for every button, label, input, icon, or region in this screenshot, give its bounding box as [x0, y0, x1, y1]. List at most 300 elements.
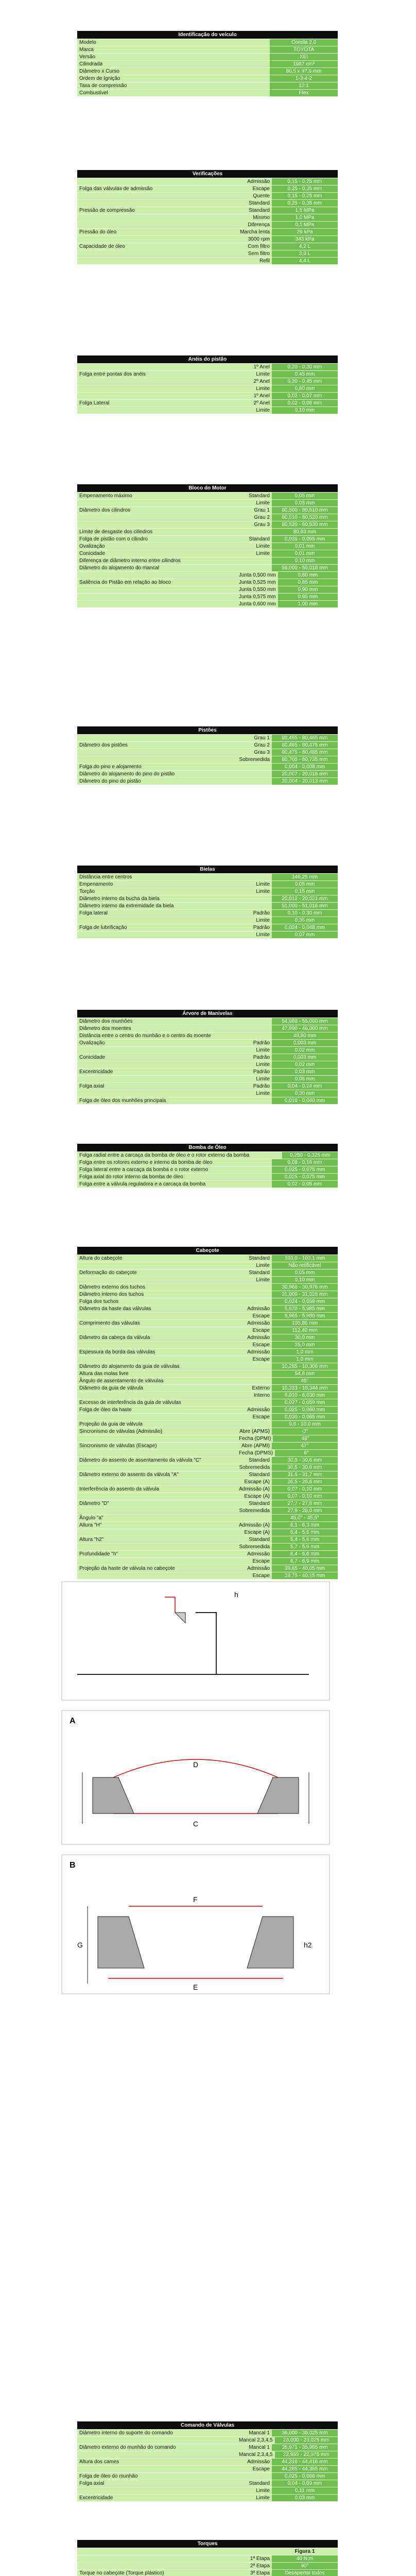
row-value: 0,024 - 0,059 mm — [272, 1298, 338, 1305]
row-label: Comprimento das válvulas — [77, 1320, 239, 1327]
table-row — [77, 1276, 338, 1283]
section-title: Anéis do pistão — [77, 355, 338, 363]
table-row — [77, 1399, 338, 1406]
row-value: 146,25 mm — [272, 874, 338, 880]
row-value: 0,024 - 0,048 mm — [272, 924, 338, 931]
row-value: 0,07 - 0,10 mm — [272, 1486, 338, 1493]
row-sublabel: Grau 1 — [239, 735, 272, 741]
table-row — [77, 579, 338, 586]
row-label — [77, 2555, 239, 2562]
diagram-b — [62, 1855, 330, 1994]
row-value: 5,970 - 5,985 mm — [272, 1306, 338, 1312]
row-value: -3° — [272, 1428, 338, 1435]
row-value: 0,025 - 0,066 mm — [272, 2473, 338, 2480]
row-sublabel: Junta 0,550 mm — [239, 586, 278, 593]
row-label: Projeção da guia de válvula — [77, 1421, 239, 1428]
row-label: Folga entre pontas dos anéis — [77, 371, 239, 378]
row-value: 5,4 - 5,6 mm — [272, 1536, 338, 1543]
figure-label-row — [77, 2548, 338, 2555]
row-sublabel: 3000 rpm — [239, 236, 272, 243]
row-value: 35,971 - 35,985 mm — [272, 2444, 338, 2451]
row-label: Folga radial entre a carcaça da bomba de óleo e o rotor externo da bomba — [77, 1152, 249, 1159]
row-value: 20,007 - 20,016 mm — [272, 771, 338, 777]
row-value: 20,012 - 20,021 mm — [272, 895, 338, 902]
row-label: Saliência do Pistão em relação ao bloco — [77, 579, 239, 586]
table-row — [77, 1478, 338, 1485]
rows — [77, 1151, 338, 1188]
label-a: A — [70, 1717, 76, 1725]
row-value: 47,990 - 48,000 mm — [272, 1025, 338, 1032]
row-value: 0,45 mm — [272, 371, 338, 378]
row-value: 6,010 - 6,030 mm — [272, 1392, 338, 1399]
row-sublabel — [239, 1399, 272, 1406]
row-sublabel: Standard — [239, 1536, 272, 1543]
table-row — [77, 75, 338, 82]
row-value: 9,6 - 10,0 mm — [272, 1421, 338, 1428]
row-label — [77, 378, 239, 385]
row-sublabel: Grau 3 — [239, 521, 272, 528]
row-sublabel — [239, 895, 272, 902]
row-label — [77, 735, 239, 741]
row-label: Torque no cabeçote (Torque plástico) — [77, 2570, 239, 2576]
row-label: Folga lateral entre a carcaça da bomba e o rotor externo — [77, 1166, 239, 1173]
row-label: Altura "H" — [77, 1522, 239, 1529]
table-row — [77, 2569, 338, 2576]
row-sublabel: Admissão (A) — [239, 1486, 272, 1493]
table-row — [77, 1521, 338, 1529]
table-row — [77, 1565, 338, 1572]
table-row — [77, 763, 338, 770]
row-label: Diâmetro da haste das válvulas — [77, 1306, 239, 1312]
table-row — [77, 1550, 338, 1557]
row-label: Diâmetro interno da extremidade da biela — [77, 903, 239, 909]
row-sublabel — [239, 1159, 272, 1166]
row-label: Limite de desgaste dos cilindros — [77, 529, 239, 535]
row-label — [77, 521, 239, 528]
table-row — [77, 1334, 338, 1341]
row-label: Empenamento — [77, 881, 239, 888]
row-value: 0,04 - 0,09 mm — [272, 2480, 338, 2487]
row-value: 80,465 - 80,475 mm — [272, 742, 338, 749]
table-row — [77, 909, 338, 917]
table-row — [77, 2451, 338, 2458]
table-row — [77, 557, 338, 564]
table-row — [77, 902, 338, 909]
row-label: Ângulo de assentamento de válvulas — [77, 1378, 239, 1384]
row-value: 36,000 - 36,025 mm — [272, 2430, 338, 2436]
row-label — [77, 1507, 239, 1514]
row-sublabel: Escape (A) — [239, 1479, 272, 1485]
table-row — [77, 1442, 338, 1449]
row-sublabel: Padrão — [239, 1083, 272, 1090]
table-row — [77, 571, 338, 579]
row-sublabel: 1º Anel — [239, 393, 272, 399]
row-label: Sincronismo de válvulas (Escape) — [77, 1443, 239, 1449]
table-row — [77, 492, 338, 499]
row-value: 4,2 L — [272, 243, 338, 250]
rows — [77, 2429, 338, 2501]
row-label — [77, 2487, 239, 2494]
row-label — [77, 749, 239, 756]
table-row — [77, 749, 338, 756]
row-value: 0,15 - 0,25 mm — [272, 193, 338, 199]
table-row — [77, 207, 338, 214]
row-label: Diâmetro da guia de válvula — [77, 1385, 239, 1392]
table-row — [77, 2429, 338, 2436]
section-pistons — [77, 726, 338, 785]
rows — [77, 178, 338, 264]
table-row — [77, 543, 338, 550]
table-row — [77, 1557, 338, 1565]
row-sublabel: Limite — [239, 371, 272, 378]
table-row — [77, 1529, 338, 1536]
row-value: 0,25 - 0,35 mm — [272, 200, 338, 207]
row-sublabel: 2º Anel — [239, 378, 272, 385]
row-sublabel: Limite — [239, 888, 272, 895]
row-value: 1,0 mm — [272, 1356, 338, 1363]
table-row — [77, 2555, 338, 2562]
row-sublabel: Standard — [239, 207, 272, 214]
row-label: Folga entre os rotores externo e interno da bomba de óleo — [77, 1159, 239, 1166]
row-sublabel: Padrão — [239, 1040, 272, 1046]
row-sublabel: Standard — [239, 1269, 272, 1276]
row-label: Folga de lubrificação — [77, 924, 239, 931]
table-row — [77, 873, 338, 880]
row-label — [77, 917, 239, 924]
row-sublabel: 3ª Etapa — [239, 2570, 272, 2576]
row-label — [77, 1493, 239, 1500]
row-sublabel: Com filtro — [239, 243, 272, 250]
row-label — [77, 1544, 239, 1550]
table-row — [77, 741, 338, 749]
row-label — [77, 250, 239, 257]
table-row — [77, 2494, 338, 2501]
row-sublabel — [239, 1097, 272, 1104]
valve-seat-diagrams — [62, 1582, 330, 2004]
row-value: 1,0 MPa — [272, 214, 338, 221]
table-row — [77, 586, 338, 593]
row-value: 0,30 mm — [272, 1090, 338, 1097]
row-value: 5,4 - 5,6 mm — [272, 1529, 338, 1536]
table-row — [77, 1025, 338, 1032]
row-label: Excentricidade — [77, 1069, 239, 1075]
row-sublabel: Standard — [239, 1255, 272, 1262]
row-sublabel: Mancal 2,3,4,5 — [239, 2437, 275, 2444]
section-verifications — [77, 170, 338, 264]
row-sublabel: Escape — [239, 1572, 272, 1579]
table-row — [77, 1319, 338, 1327]
row-label — [77, 193, 239, 199]
section-block — [77, 484, 338, 607]
section-rods — [77, 866, 338, 938]
table-row — [77, 214, 338, 221]
table-row — [77, 2562, 338, 2569]
table-row — [77, 1370, 338, 1377]
table-row — [77, 1456, 338, 1464]
row-sublabel: Escape — [239, 1558, 272, 1565]
section-oil-pump — [77, 1144, 338, 1188]
row-sublabel — [239, 1018, 272, 1025]
row-value: 47° — [272, 1443, 338, 1449]
row-sublabel: Abre (APMS) — [239, 1428, 272, 1435]
row-label — [77, 601, 239, 607]
row-sublabel — [239, 1291, 272, 1298]
row-value: 4,4 L — [272, 258, 338, 264]
table-row — [77, 1054, 338, 1061]
table-row — [77, 564, 338, 571]
table-row — [77, 2487, 338, 2494]
row-label — [77, 200, 239, 207]
section-title: Verificações — [77, 170, 338, 178]
section-vehicle — [77, 31, 338, 96]
row-value: 45° — [272, 1378, 338, 1384]
row-value: 45,0° - 45,5° — [272, 1515, 338, 1521]
section-torques — [77, 2540, 338, 2576]
row-value: 112,40 mm — [272, 1327, 338, 1334]
table-row — [77, 1075, 338, 1082]
diagram-a — [62, 1710, 330, 1844]
table-row — [77, 593, 338, 600]
row-sublabel: Admissão — [239, 1334, 272, 1341]
row-value: 80,510 - 80,520 mm — [272, 514, 338, 521]
table-row — [77, 46, 338, 53]
row-label: Modelo — [77, 39, 270, 46]
row-value: Corolla 2.0 — [270, 39, 338, 46]
row-label: Excentricidade — [77, 2495, 239, 2501]
table-row — [77, 1291, 338, 1298]
table-row — [77, 1082, 338, 1090]
row-sublabel: Standard — [239, 493, 272, 499]
row-sublabel: Grau 2 — [239, 742, 272, 749]
table-row — [77, 192, 338, 199]
row-value: 27,7 - 27,8 mm — [272, 1500, 338, 1507]
table-row — [77, 1262, 338, 1269]
table-row — [77, 888, 338, 895]
row-sublabel: Limite — [239, 550, 272, 557]
row-value: 0,02 - 0,07 mm — [272, 393, 338, 399]
table-row — [77, 1097, 338, 1104]
row-label: Conicidade — [77, 550, 239, 557]
label-h: h — [234, 1590, 238, 1599]
row-sublabel — [239, 874, 272, 880]
row-value: 0,60 mm — [272, 385, 338, 392]
label-e: E — [193, 1983, 198, 1991]
row-value: 0,02 mm — [272, 1061, 338, 1068]
row-label — [77, 222, 239, 228]
row-sublabel: Grau 1 — [239, 507, 272, 514]
row-label — [77, 1277, 239, 1283]
row-sublabel — [239, 1515, 272, 1521]
table-row — [77, 2480, 338, 2487]
row-value: 30,5 - 30,6 mm — [272, 1464, 338, 1471]
table-row — [77, 1298, 338, 1305]
row-value: 0,02 mm — [272, 1047, 338, 1054]
row-label — [77, 1450, 239, 1456]
row-value: 54,8 mm — [272, 1370, 338, 1377]
row-sublabel: Standard — [239, 1500, 272, 1507]
row-value: 0,025 - 0,075 mm — [272, 1166, 338, 1173]
table-row — [77, 734, 338, 741]
row-label — [77, 1342, 239, 1348]
row-value: 0,250 - 0,325 mm — [282, 1152, 338, 1159]
row-value: Flex — [270, 90, 338, 96]
table-row — [77, 1068, 338, 1075]
row-label: Interferência do assento da válvula — [77, 1486, 239, 1493]
row-value: 0,004 - 0,008 mm — [272, 764, 338, 770]
row-value: 0,15 mm — [272, 888, 338, 895]
table-row — [77, 1493, 338, 1500]
table-row — [77, 931, 338, 938]
row-sublabel: Escape — [239, 2466, 272, 2472]
row-label: Diâmetro x Curso — [77, 68, 270, 75]
row-label — [77, 258, 239, 264]
row-sublabel: Quente — [239, 193, 272, 199]
row-sublabel: Standard — [239, 200, 272, 207]
row-sublabel: Sobremedida — [239, 1464, 272, 1471]
rows — [77, 492, 338, 607]
table-row — [77, 1341, 338, 1348]
row-value: Não retificável — [272, 1262, 338, 1269]
label-c: C — [193, 1820, 199, 1828]
table-row — [77, 53, 338, 60]
table-row — [77, 499, 338, 506]
row-label — [77, 1061, 239, 1068]
row-sublabel: Escape — [239, 185, 272, 192]
row-value: 27,9 - 28,0 mm — [272, 1507, 338, 1514]
row-value: 0,016 - 0,040 mm — [272, 1097, 338, 1104]
row-sublabel: Limite — [239, 407, 272, 414]
row-sublabel: 2ª Etapa — [239, 2563, 272, 2569]
row-label — [77, 1090, 239, 1097]
row-value: 6,7 - 6,9 mm — [272, 1558, 338, 1565]
table-row — [77, 2465, 338, 2472]
table-row — [77, 378, 338, 385]
row-sublabel: Admissão (A) — [239, 1522, 272, 1529]
row-value: 0,06 mm — [272, 1076, 338, 1082]
row-value: 0,027 - 0,059 mm — [272, 1399, 338, 1406]
section-title: Pistões — [77, 726, 338, 734]
row-value: 0,02 - 0,06 mm — [272, 400, 338, 406]
row-sublabel: 1ª Etapa — [239, 2555, 272, 2562]
section-head — [77, 1247, 338, 1579]
row-sublabel — [239, 1174, 272, 1180]
row-value: 48,80 mm — [272, 1032, 338, 1039]
row-label — [77, 1529, 239, 1536]
row-sublabel: 2º Anel — [239, 400, 272, 406]
row-label: Folga Lateral — [77, 400, 239, 406]
row-label: Versão — [77, 54, 270, 60]
row-sublabel: Junta 0,525 mm — [239, 579, 278, 586]
table-row — [77, 924, 338, 931]
row-sublabel: Limite — [239, 1262, 272, 1269]
row-label: Sincronismo de válvulas (Admissão) — [77, 1428, 239, 1435]
figure-label: Figura 1 — [272, 2548, 338, 2555]
row-sublabel: Admissão — [239, 1320, 272, 1327]
row-label — [77, 572, 239, 579]
row-label: Ovalização — [77, 1040, 239, 1046]
row-sublabel: Junta 0,575 mm — [239, 594, 278, 600]
row-value: 48° — [273, 1435, 338, 1442]
row-sublabel: Fecha (DPMI) — [239, 1435, 273, 1442]
row-value: 5,7 - 5,9 mm — [272, 1544, 338, 1550]
row-value: 0,07 - 0,10 mm — [272, 1493, 338, 1500]
row-value: 0,90 mm — [278, 586, 338, 593]
label-b: B — [70, 1861, 76, 1870]
row-label: Diâmetro do alojamento do mancal — [77, 565, 239, 571]
row-value: 0,95 mm — [278, 594, 338, 600]
row-value: 26,5 - 26,6 mm — [272, 1479, 338, 1485]
row-value: XEI — [270, 54, 338, 60]
row-label — [77, 1392, 239, 1399]
row-label: Cilindrada — [77, 61, 270, 67]
row-value: 0,30 - 0,45 mm — [272, 378, 338, 385]
label-f: F — [193, 1895, 198, 1904]
row-sublabel: Limite — [239, 1090, 272, 1097]
table-row — [77, 1312, 338, 1319]
row-sublabel: Escape — [239, 1313, 272, 1319]
row-sublabel — [239, 1166, 272, 1173]
table-row — [77, 1327, 338, 1334]
table-row — [77, 521, 338, 528]
row-value: 0,030 - 0,065 mm — [272, 1414, 338, 1420]
row-sublabel — [239, 1181, 272, 1188]
row-value: 10,285 - 10,306 mm — [272, 1363, 338, 1370]
row-sublabel — [239, 764, 272, 770]
row-label: Diâmetro "D" — [77, 1500, 239, 1507]
row-value: 0,02 - 0,05 mm — [272, 1181, 338, 1188]
row-value: 105,85 mm — [272, 1320, 338, 1327]
row-label: Diâmetro externo do munhão do comando — [77, 2444, 239, 2451]
table-row — [77, 2472, 338, 2480]
row-sublabel: Padrão — [239, 1069, 272, 1075]
row-sublabel: Limite — [239, 2495, 272, 2501]
row-sublabel: Admissão — [239, 178, 272, 185]
rows — [77, 363, 338, 414]
row-value: 0,025 - 0,060 mm — [272, 1406, 338, 1413]
section-camshaft — [77, 2421, 338, 2501]
table-row — [77, 535, 338, 543]
table-row — [77, 756, 338, 763]
row-value: 80,5 x 97,6 mm — [270, 68, 338, 75]
table-row — [77, 1377, 338, 1384]
row-label — [77, 500, 239, 506]
row-value: 0,01 mm — [272, 543, 338, 550]
row-value: 0,10 mm — [272, 557, 338, 564]
row-value: 31,000 - 31,025 mm — [272, 1291, 338, 1298]
row-label: Diâmetro interno dos tuchos — [77, 1291, 239, 1298]
table-row — [77, 1572, 338, 1579]
row-label: Folga axial — [77, 2480, 239, 2487]
row-value: 51,000 - 51,016 mm — [272, 903, 338, 909]
row-label: Empenamento máximo — [77, 493, 239, 499]
row-sublabel: Mancal 1 — [239, 2444, 272, 2451]
row-value: 0,07 mm — [272, 931, 338, 938]
row-label: Diâmetro da cabeça da válvula — [77, 1334, 239, 1341]
row-value: 0,35 mm — [272, 917, 338, 924]
table-row — [77, 514, 338, 521]
table-row — [77, 1305, 338, 1312]
row-sublabel — [239, 565, 272, 571]
row-value: 0,10 - 0,30 mm — [272, 910, 338, 917]
row-value: 39,65 - 40,05 mm — [272, 1565, 338, 1572]
row-sublabel: Limite — [239, 931, 272, 938]
table-row — [77, 1283, 338, 1291]
table-row — [77, 1449, 338, 1456]
row-label — [77, 214, 239, 221]
row-sublabel: Standard — [239, 2480, 272, 2487]
row-value: 0,80 mm — [278, 572, 338, 579]
row-label: Diâmetro dos munhões — [77, 1018, 239, 1025]
